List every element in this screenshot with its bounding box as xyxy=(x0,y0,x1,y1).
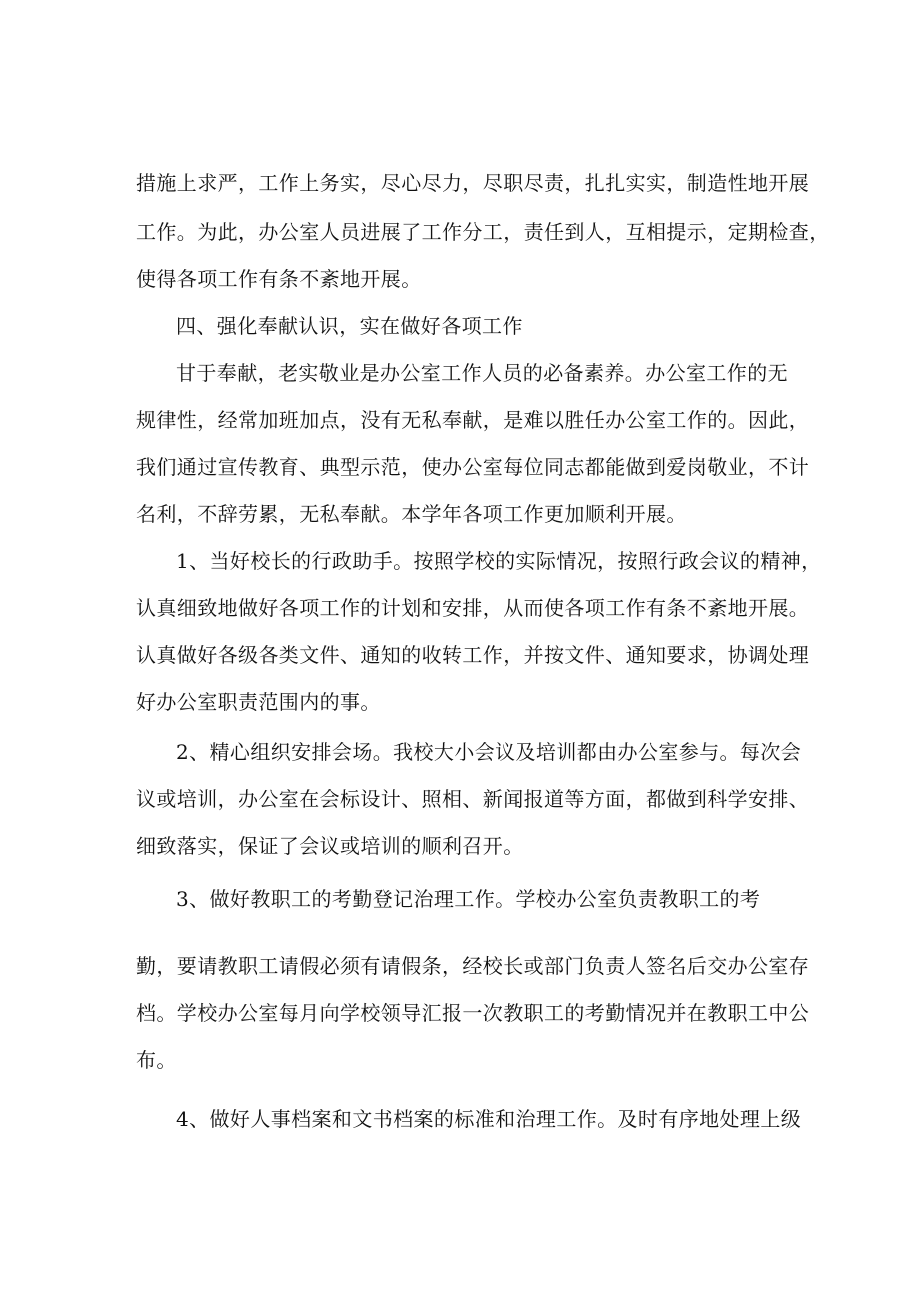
text-line: 1、当好校长的行政助手。按照学校的实际情况，按照行政会议的精神， xyxy=(176,549,822,573)
text-line: 4、做好人事档案和文书档案的标准和治理工作。及时有序地处理上级 xyxy=(176,1107,802,1131)
text-line: 我们通过宣传教育、典型示范，使办公室每位同志都能做到爱岗敬业，不计 xyxy=(136,455,810,479)
text-line: 议或培训，办公室在会标设计、照相、新闻报道等方面，都做到科学安排、 xyxy=(136,787,810,811)
text-line: 2、精心组织安排会场。我校大小会议及培训都由办公室参与。每次会 xyxy=(176,740,802,764)
text-line: 好办公室职责范围内的事。 xyxy=(136,690,381,714)
text-line: 勤，要请教职工请假必须有请假条，经校长或部门负责人签名后交办公室存 xyxy=(136,954,810,978)
text-line: 措施上求严，工作上务实，尽心尽力，尽职尽责，扎扎实实，制造性地开展 xyxy=(136,171,810,195)
section-heading: 四、强化奉献认识，实在做好各项工作 xyxy=(176,314,523,338)
text-line: 使得各项工作有条不紊地开展。 xyxy=(136,267,422,291)
text-line: 布。 xyxy=(136,1048,177,1072)
text-line: 名利，不辞劳累，无私奉献。本学年各项工作更加顺利开展。 xyxy=(136,502,687,526)
text-line: 档。学校办公室每月向学校领导汇报一次教职工的考勤情况并在教职工中公 xyxy=(136,1001,810,1025)
text-line: 甘于奉献，老实敬业是办公室工作人员的必备素养。办公室工作的无 xyxy=(176,361,788,385)
text-line: 认真做好各级各类文件、通知的收转工作，并按文件、通知要求，协调处理 xyxy=(136,643,810,667)
text-line: 工作。为此，办公室人员进展了工作分工，责任到人，互相提示，定期检查， xyxy=(136,220,830,244)
text-line: 认真细致地做好各项工作的计划和安排，从而使各项工作有条不紊地开展。 xyxy=(136,596,810,620)
text-line: 细致落实，保证了会议或培训的顺利召开。 xyxy=(136,834,524,858)
text-line: 规律性，经常加班加点，没有无私奉献，是难以胜任办公室工作的。因此， xyxy=(136,408,810,432)
text-line: 3、做好教职工的考勤登记治理工作。学校办公室负责教职工的考 xyxy=(176,887,761,911)
